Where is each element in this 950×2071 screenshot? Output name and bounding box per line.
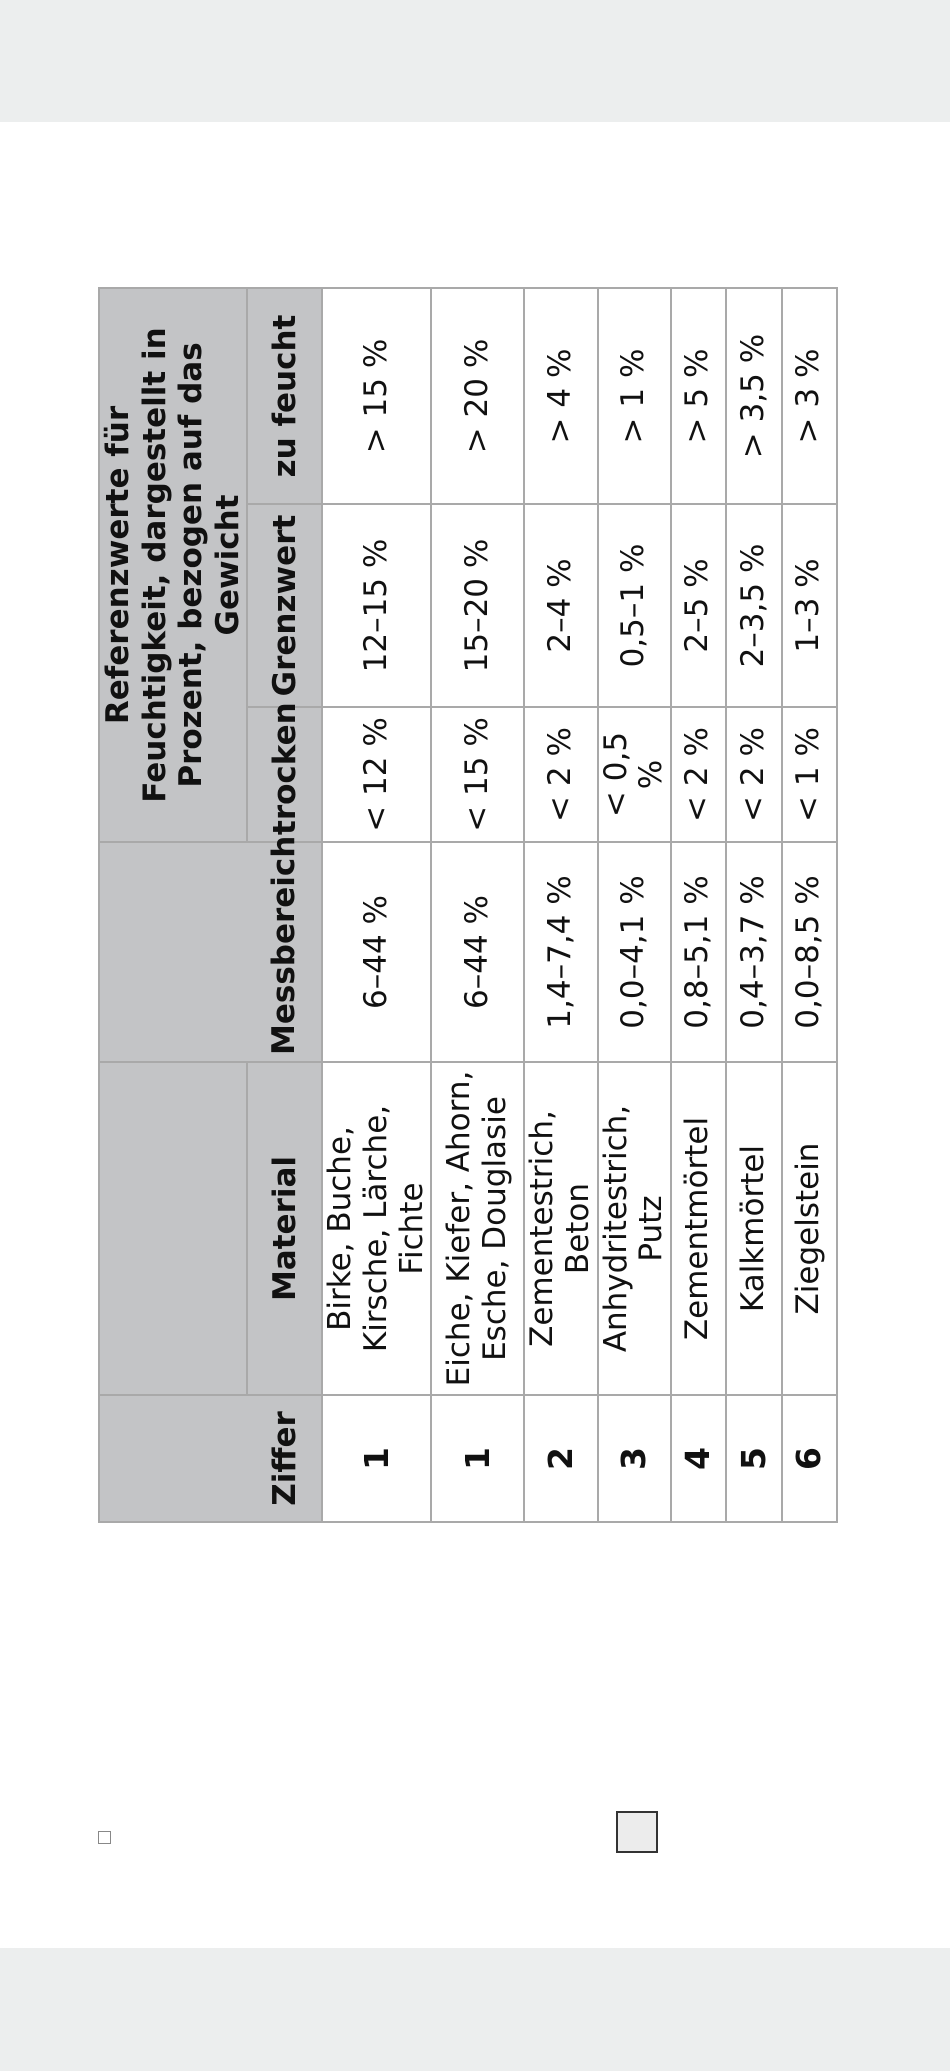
header-material-top [99, 1062, 247, 1395]
cell-material: Eiche, Kiefer, Ahorn, Esche, Douglasie [431, 1062, 524, 1395]
cell-trocken: < 2 % [671, 707, 726, 842]
cell-material: Anhydritestrich, Putz [598, 1062, 671, 1395]
cell-material: Birke, Buche, Kirsche, Lärche, Fichte [322, 1062, 431, 1395]
cell-trocken: < 1 % [782, 707, 837, 842]
cell-zu-feucht: > 5 % [671, 288, 726, 504]
cell-grenzwert: 1–3 % [782, 504, 837, 707]
cell-zu-feucht: > 15 % [322, 288, 431, 504]
cell-zu-feucht: > 3 % [782, 288, 837, 504]
cell-zu-feucht: > 3,5 % [726, 288, 782, 504]
cell-zu-feucht: > 4 % [524, 288, 597, 504]
cell-messbereich: 0,0–8,5 % [782, 842, 837, 1062]
cell-trocken: < 2 % [524, 707, 597, 842]
table-row [726, 288, 782, 1522]
header-ziffer: Ziffer [99, 1395, 322, 1522]
cell-trocken: < 12 % [322, 707, 431, 842]
header-material: Material [247, 1062, 322, 1395]
cell-grenzwert: 2–4 % [524, 504, 597, 707]
rotated-table-container [98, 289, 829, 1523]
cell-trocken: < 2 % [726, 707, 782, 842]
cell-ziffer: 6 [782, 1395, 837, 1522]
cell-ziffer: 1 [322, 1395, 431, 1522]
cell-grenzwert: 15–20 % [431, 504, 524, 707]
grey-square-icon [616, 1811, 658, 1853]
bottom-margin-band [0, 1948, 950, 2071]
cell-ziffer: 5 [726, 1395, 782, 1522]
cell-messbereich: 0,0–4,1 % [598, 842, 671, 1062]
header-trocken: trocken [247, 707, 322, 842]
cell-messbereich: 6–44 % [322, 842, 431, 1062]
header-row-top [99, 288, 247, 1522]
cell-ziffer: 3 [598, 1395, 671, 1522]
cell-zu-feucht: > 20 % [431, 288, 524, 504]
cell-material: Ziegelstein [782, 1062, 837, 1395]
header-zu-feucht: zu feucht [247, 288, 322, 504]
top-margin-band [0, 0, 950, 122]
cell-messbereich: 0,4–3,7 % [726, 842, 782, 1062]
header-grenzwert: Grenzwert [247, 504, 322, 707]
cell-ziffer: 2 [524, 1395, 597, 1522]
header-reference-group: Referenzwerte für Feuchtigkeit, dargestellt in Prozent, bezogen auf das Gewicht [99, 288, 247, 842]
cell-material: Kalkmörtel [726, 1062, 782, 1395]
cell-messbereich: 1,4–7,4 % [524, 842, 597, 1062]
header-messbereich-top [99, 842, 247, 1062]
table-row [782, 288, 837, 1522]
cell-material: Zementestrich, Beton [524, 1062, 597, 1395]
cell-ziffer: 1 [431, 1395, 524, 1522]
table-row [322, 288, 431, 1522]
cell-grenzwert: 2–5 % [671, 504, 726, 707]
header-row-bottom [247, 288, 322, 1522]
cell-grenzwert: 2–3,5 % [726, 504, 782, 707]
cell-zu-feucht: > 1 % [598, 288, 671, 504]
cell-messbereich: 6–44 % [431, 842, 524, 1062]
table-row [431, 288, 524, 1522]
cell-trocken: < 0,5 % [598, 707, 671, 842]
table-row [671, 288, 726, 1522]
cell-grenzwert: 0,5–1 % [598, 504, 671, 707]
header-messbereich: Messbereich [247, 842, 322, 1062]
table-row [524, 288, 597, 1522]
cell-grenzwert: 12–15 % [322, 504, 431, 707]
moisture-reference-table [98, 287, 838, 1523]
cell-messbereich: 0,8–5,1 % [671, 842, 726, 1062]
cell-trocken: < 15 % [431, 707, 524, 842]
cell-ziffer: 4 [671, 1395, 726, 1522]
cell-material: Zementmörtel [671, 1062, 726, 1395]
table-row [598, 288, 671, 1522]
small-checkbox-icon [98, 1831, 111, 1844]
